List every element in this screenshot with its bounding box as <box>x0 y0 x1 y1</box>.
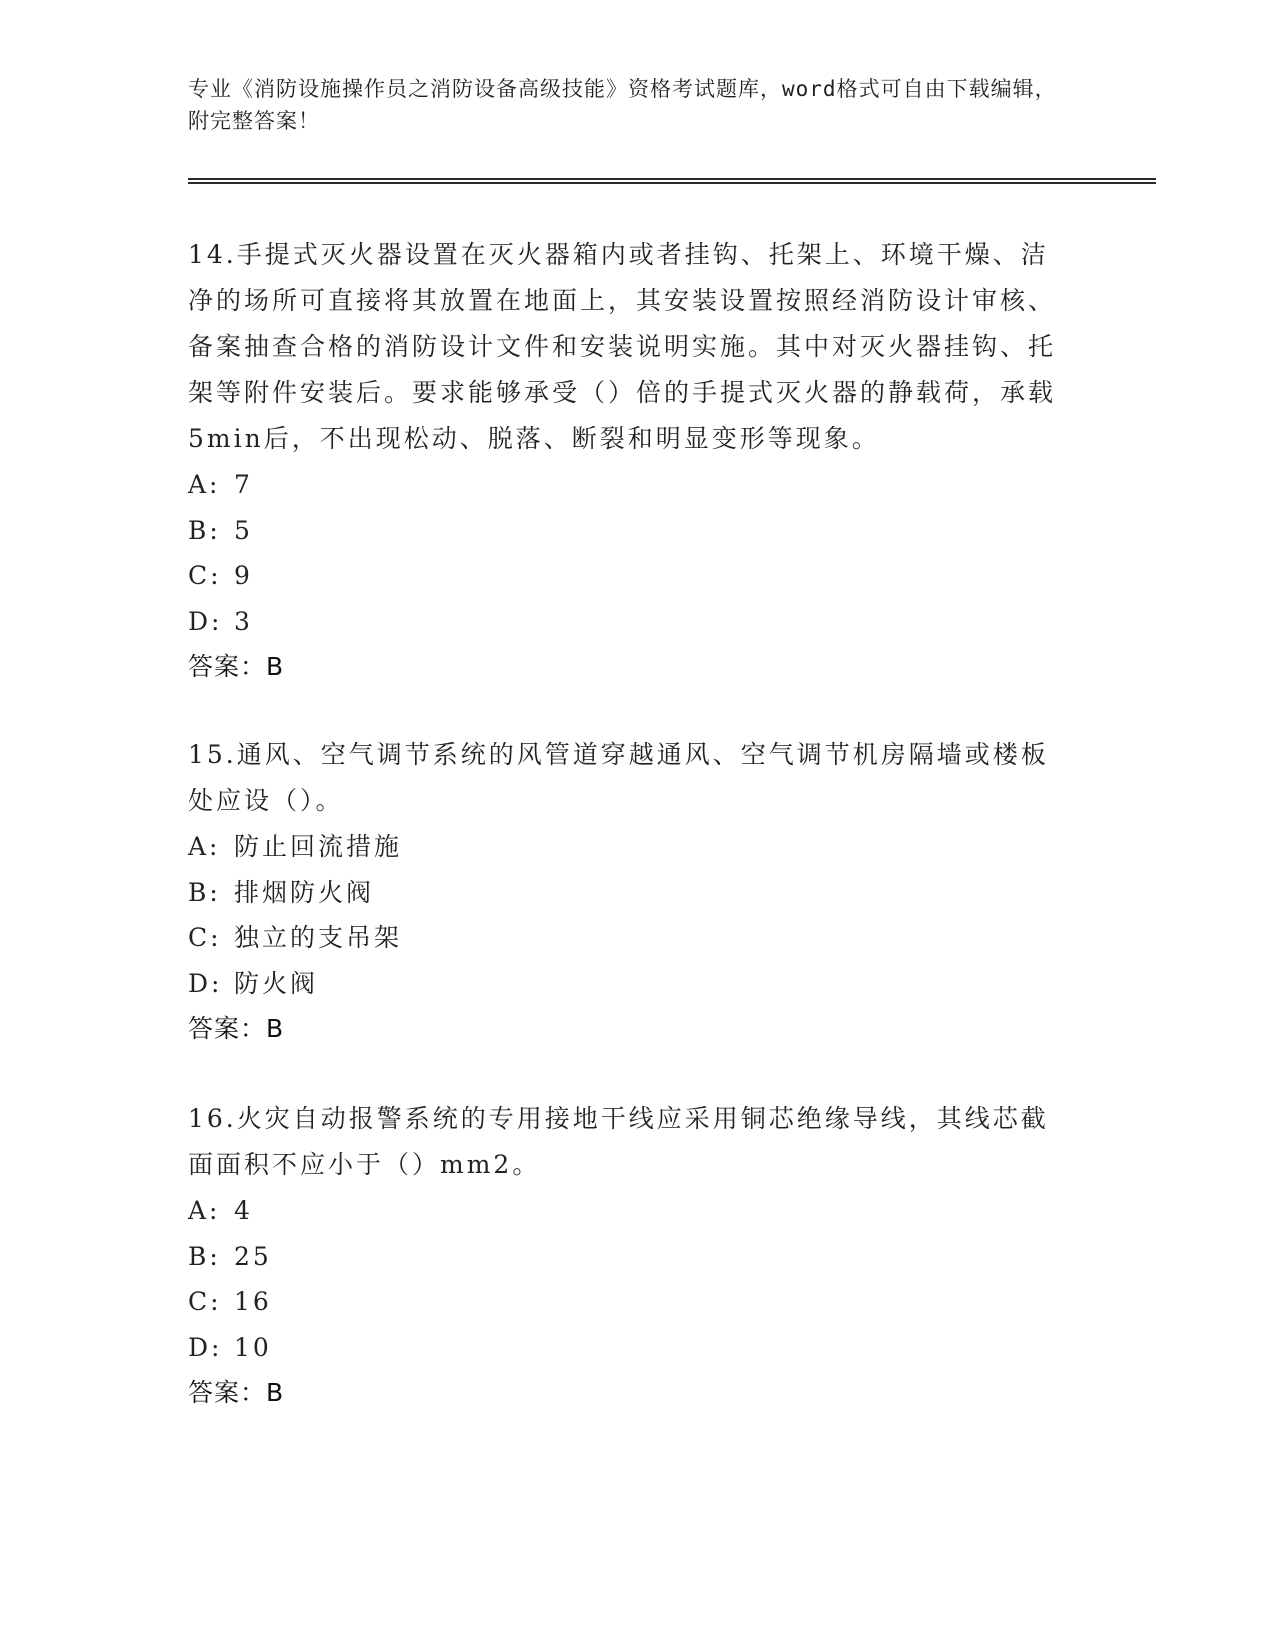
option-text: 独立的支吊架 <box>234 923 403 952</box>
option-c <box>188 915 1068 961</box>
option-b <box>188 870 1068 916</box>
option-text: 排烟防火阀 <box>234 877 375 907</box>
option-text: 防火阀 <box>234 968 319 998</box>
option-text: 10 <box>234 1332 272 1362</box>
option-text: 3 <box>234 606 253 636</box>
option-letter: A: <box>188 470 221 499</box>
answer-line: 答案：B <box>188 1014 285 1043</box>
option-text: 25 <box>234 1241 272 1271</box>
question-stem: 14.手提式灭火器设置在灭火器箱内或者挂钩、托架上、环境干燥、洁净的场所可直接将其放置在地面上，其安装设置按照经消防设计审核、备案抽查合格的消防设计文件和安装说明实施。其中对灭火器挂钩、托架等附件安装后。要求能够承受（）倍的手提式灭火器的静载荷，承载5min后，不出现松动、脱落、断裂和明显变形等现象。 <box>188 240 1057 453</box>
option-d <box>188 961 1068 1007</box>
option-text: 16 <box>234 1287 272 1316</box>
question-16 <box>188 1096 1068 1416</box>
option-letter: D: <box>188 1332 223 1362</box>
option-a <box>188 462 1068 508</box>
option-c <box>188 1279 1068 1325</box>
option-b <box>188 1234 1068 1280</box>
option-text: 防止回流措施 <box>234 832 403 861</box>
option-c <box>188 553 1068 599</box>
answer-line: 答案：B <box>188 652 285 681</box>
option-letter: A: <box>188 1196 221 1225</box>
option-letter: D: <box>188 968 223 998</box>
question-stem: 16.火灾自动报警系统的专用接地干线应采用铜芯绝缘导线，其线芯截面面积不应小于（）mm2。 <box>188 1104 1049 1179</box>
header-divider-bottom <box>188 182 1156 184</box>
option-text: 9 <box>234 561 253 590</box>
option-letter: A: <box>188 832 221 861</box>
option-a <box>188 1188 1068 1234</box>
option-letter: C: <box>188 923 222 952</box>
option-text: 4 <box>234 1196 253 1225</box>
question-15 <box>188 732 1068 1052</box>
option-letter: B: <box>188 1241 221 1271</box>
option-text: 5 <box>234 515 253 545</box>
answer-line: 答案：B <box>188 1378 285 1407</box>
option-letter: C: <box>188 561 222 590</box>
option-a <box>188 824 1068 870</box>
header-divider-top <box>188 178 1156 180</box>
option-d <box>188 1325 1068 1371</box>
option-letter: B: <box>188 515 221 545</box>
option-letter: C: <box>188 1287 222 1316</box>
question-stem: 15.通风、空气调节系统的风管道穿越通风、空气调节机房隔墙或楼板处应设（）。 <box>188 740 1049 815</box>
option-letter: D: <box>188 606 223 636</box>
option-b <box>188 508 1068 554</box>
document-header: 专业《消防设施操作员之消防设备高级技能》资格考试题库，word格式可自由下载编辑，附完整答案！ <box>188 77 1057 133</box>
option-letter: B: <box>188 877 221 907</box>
option-text: 7 <box>234 470 253 499</box>
option-d <box>188 599 1068 645</box>
question-14 <box>188 232 1068 690</box>
